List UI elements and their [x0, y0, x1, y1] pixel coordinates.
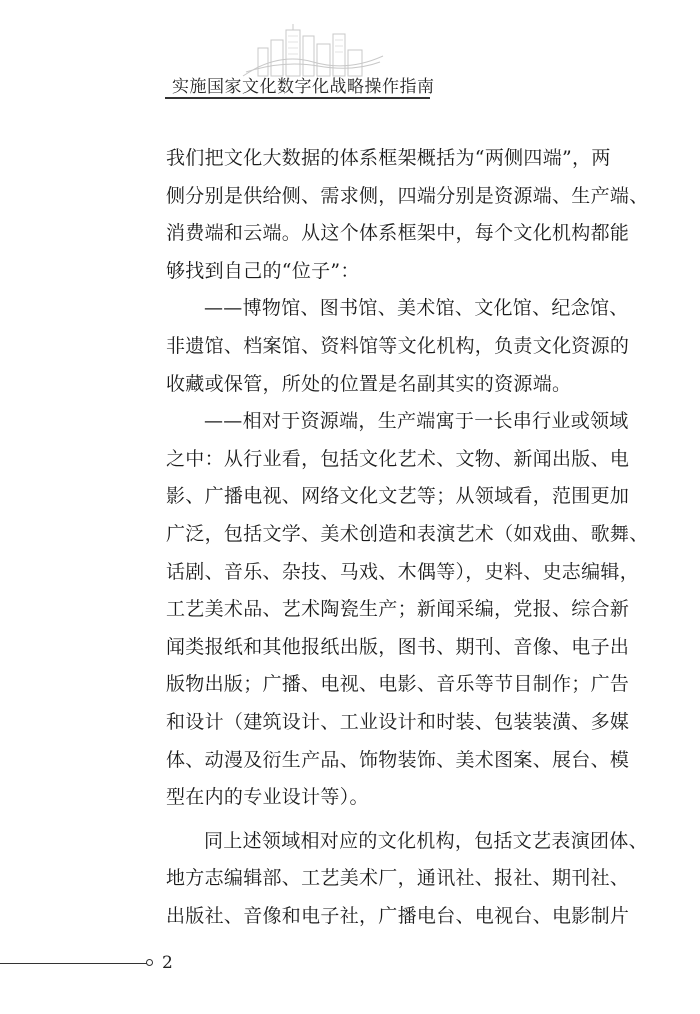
text-line: ——博物馆、图书馆、美术馆、文化馆、纪念馆、	[204, 297, 629, 320]
page-number: 2	[162, 953, 173, 973]
paragraph-4	[166, 823, 648, 936]
paragraph-2	[166, 290, 630, 403]
text-line: 之中：从行业看，包括文化艺术、文物、新闻出版、电	[166, 447, 630, 470]
text-line: 广泛，包括文学、美术创造和表演艺术（如戏曲、歌舞、	[166, 522, 649, 545]
header-rule	[165, 97, 430, 99]
text-line: 地方志编辑部、工艺美术厂，通讯社、报社、期刊社、	[166, 867, 630, 890]
text-line: 同上述领域相对应的文化机构，包括文艺表演团体、	[204, 829, 648, 852]
paragraph-1	[166, 140, 649, 290]
text-line: 版物出版；广播、电视、电影、音乐等节目制作；广告	[166, 673, 630, 696]
text-line: 非遗馆、档案馆、资料馆等文化机构，负责文化资源的	[166, 334, 630, 357]
paragraph-3	[166, 403, 649, 817]
text-line: 体、动漫及衍生产品、饰物装饰、美术图案、展台、模	[166, 748, 630, 771]
text-line: 够找到自己的“位子”：	[166, 259, 360, 282]
text-line: 我们把文化大数据的体系框架概括为“两侧四端”，两	[166, 147, 611, 169]
text-line: 出版社、音像和电子社，广播电台、电视台、电影制片	[166, 904, 630, 927]
text-line: 收藏或保管，所处的位置是名副其实的资源端。	[166, 372, 572, 395]
body-text	[166, 140, 649, 935]
text-line: ——相对于资源端，生产端寓于一长串行业或领域	[204, 410, 629, 433]
text-line: 侧分别是供给侧、需求侧，四端分别是资源端、生产端、	[166, 184, 649, 207]
cityscape-illustration-icon	[238, 22, 388, 78]
text-line: 型在内的专业设计等）。	[166, 786, 369, 809]
footer-circle-icon	[146, 959, 153, 966]
text-line: 闻类报纸和其他报纸出版，图书、期刊、音像、电子出	[166, 635, 630, 658]
text-line: 消费端和云端。从这个体系框架中，每个文化机构都能	[166, 222, 630, 245]
text-line: 话剧、音乐、杂技、马戏、木偶等），史料、史志编辑，	[166, 560, 640, 583]
text-line: 工艺美术品、艺术陶瓷生产；新闻采编，党报、综合新	[166, 598, 630, 621]
text-line: 和设计（建筑设计、工业设计和时装、包装装潢、多媒	[166, 710, 630, 733]
running-head-title: 实施国家文化数字化战略操作指南	[172, 77, 435, 97]
text-line: 影、广播电视、网络文化文艺等；从领域看，范围更加	[166, 485, 630, 508]
footer-rule	[0, 963, 148, 964]
